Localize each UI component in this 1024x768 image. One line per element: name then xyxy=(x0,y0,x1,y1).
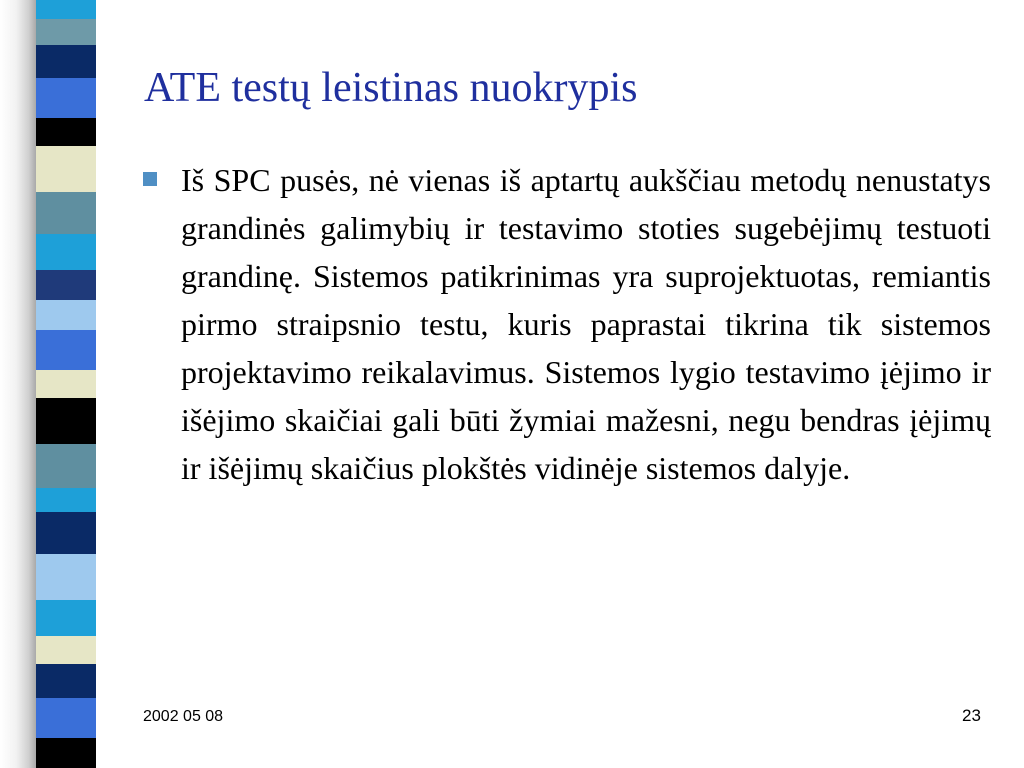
stripe-band xyxy=(36,664,96,698)
stripe-band xyxy=(36,370,96,398)
stripe-band xyxy=(36,118,96,146)
slide-title: ATE testų leistinas nuokrypis xyxy=(144,65,638,111)
stripe-band xyxy=(36,270,96,300)
page-number: 23 xyxy=(962,706,981,725)
stripe-band xyxy=(36,146,96,192)
stripe-band xyxy=(36,698,96,738)
stripe-band xyxy=(36,0,96,19)
stripe-band xyxy=(36,234,96,270)
stripe-band xyxy=(36,45,96,78)
stripe-band xyxy=(36,488,96,512)
stripe-band xyxy=(36,192,96,234)
footer-date: 2002 05 08 xyxy=(143,708,224,725)
stripe-band xyxy=(36,554,96,600)
stripe-band xyxy=(36,78,96,118)
decorative-stripe xyxy=(36,0,96,768)
stripe-band xyxy=(36,512,96,554)
stripe-band xyxy=(36,600,96,636)
stripe-band xyxy=(36,738,96,768)
stripe-band xyxy=(36,398,96,444)
stripe-band xyxy=(36,19,96,45)
stripe-band xyxy=(36,300,96,330)
slide-body-text: Iš SPC pusės, nė vienas iš aptartų aukščiau metodų nenustatys grandinės galimybių ir testavimo stoties sugebėjimų testuoti grandinę. Sistemos patikrinimas yra suprojektuotas, remiantis pirmo straipsnio testu, kuris paprastai tikrina tik sistemos projektavimo reikalavimus. Sistemos lygio testavimo įėjimo ir išėjimo skaičiai gali būti žymiai mažesni, negu bendras įėjimų ir išėjimų skaičius plokštės vidinėje sistemos dalyje. xyxy=(181,162,991,486)
stripe-band xyxy=(36,444,96,488)
bullet-square-icon xyxy=(143,172,157,186)
stripe-band xyxy=(36,636,96,664)
stripe-band xyxy=(36,330,96,370)
decorative-shadow xyxy=(0,0,36,768)
